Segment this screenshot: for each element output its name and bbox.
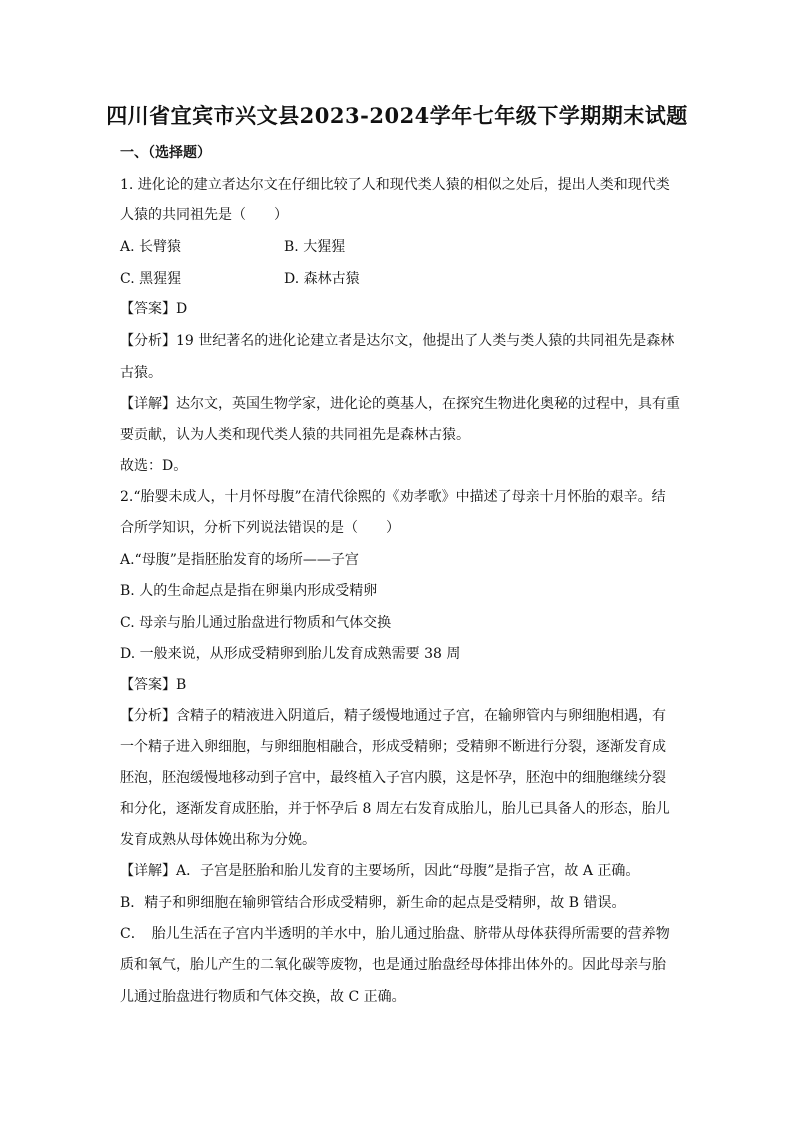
q2-option-d: D. 一般来说，从形成受精卵到胎儿发育成熟需要 38 周: [120, 646, 461, 662]
q1-stem-line2: 人猿的共同祖先是（ ）: [120, 207, 288, 223]
q1-detail-line1: 【详解】达尔文，英国生物学家，进化论的奠基人，在探究生物进化奥秘的过程中，具有重: [120, 396, 680, 412]
q2-option-a: A.“母腹”是指胚胎发育的场所——子宫: [120, 552, 359, 568]
q2-detail-line5: 儿通过胎盘进行物质和气体交换，故 C 正确。: [120, 989, 406, 1005]
q1-answer: 【答案】D: [120, 301, 188, 317]
q2-analysis-line4: 和分化，逐渐发育成胚胎，并于怀孕后 8 周左右发育成胎儿，胎儿已具备人的形态，胎儿: [120, 801, 670, 817]
q2-detail-line4: 质和氧气，胎儿产生的二氧化碳等废物，也是通过胎盘经母体排出体外的。因此母亲与胎: [120, 957, 666, 973]
q2-detail-line2: B．精子和卵细胞在输卵管结合形成受精卵，新生命的起点是受精卵，故 B 错误。: [120, 895, 626, 911]
q1-conclusion: 故选：D。: [120, 458, 188, 474]
q2-analysis-line2: 一个精子进入卵细胞，与卵细胞相融合，形成受精卵；受精卵不断进行分裂，逐渐发育成: [120, 739, 666, 755]
q1-analysis-line1: 【分析】19 世纪著名的进化论建立者是达尔文，他提出了人类与类人猿的共同祖先是森林: [120, 333, 675, 349]
q2-stem-line2: 合所学知识，分析下列说法错误的是（ ）: [120, 520, 400, 536]
section-header: 一、（选择题）: [120, 145, 211, 161]
q2-answer: 【答案】B: [120, 677, 187, 693]
q2-option-b: B. 人的生命起点是指在卵巢内形成受精卵: [120, 583, 378, 599]
page-title: 四川省宜宾市兴文县2023-2024学年七年级下学期期末试题: [106, 103, 688, 128]
q2-analysis-line5: 发育成熟从母体娩出称为分娩。: [120, 832, 316, 848]
q1-option-d: D. 森林古猿: [284, 271, 360, 287]
q2-analysis-line1: 【分析】含精子的精液进入阴道后，精子缓慢地通过子宫，在输卵管内与卵细胞相遇，有: [120, 708, 666, 724]
q1-stem-line1: 1. 进化论的建立者达尔文在仔细比较了人和现代类人猿的相似之处后，提出人类和现代类: [120, 177, 670, 193]
q1-option-c: C. 黑猩猩: [120, 271, 182, 287]
q2-analysis-line3: 胚泡，胚泡缓慢地移动到子宫中，最终植入子宫内膜，这是怀孕，胚泡中的细胞继续分裂: [120, 770, 666, 786]
q2-detail-line1: 【详解】A．子宫是胚胎和胎儿发育的主要场所，因此“母腹”是指子宫，故 A 正确。: [120, 863, 640, 879]
q1-analysis-line2: 古猿。: [120, 365, 162, 381]
q2-stem-line1: 2.“胎婴未成人，十月怀母腹”在清代徐熙的《劝孝歌》中描述了母亲十月怀胎的艰辛。结: [120, 489, 666, 505]
q1-option-b: B. 大猩猩: [284, 239, 346, 255]
q1-detail-line2: 要贡献，认为人类和现代类人猿的共同祖先是森林古猿。: [120, 427, 470, 443]
q2-detail-line3: C． 胎儿生活在子宫内半透明的羊水中，胎儿通过胎盘、脐带从母体获得所需要的营养物: [120, 926, 670, 942]
q1-option-a: A. 长臂猿: [120, 239, 182, 255]
q2-option-c: C. 母亲与胎儿通过胎盘进行物质和气体交换: [120, 615, 392, 631]
